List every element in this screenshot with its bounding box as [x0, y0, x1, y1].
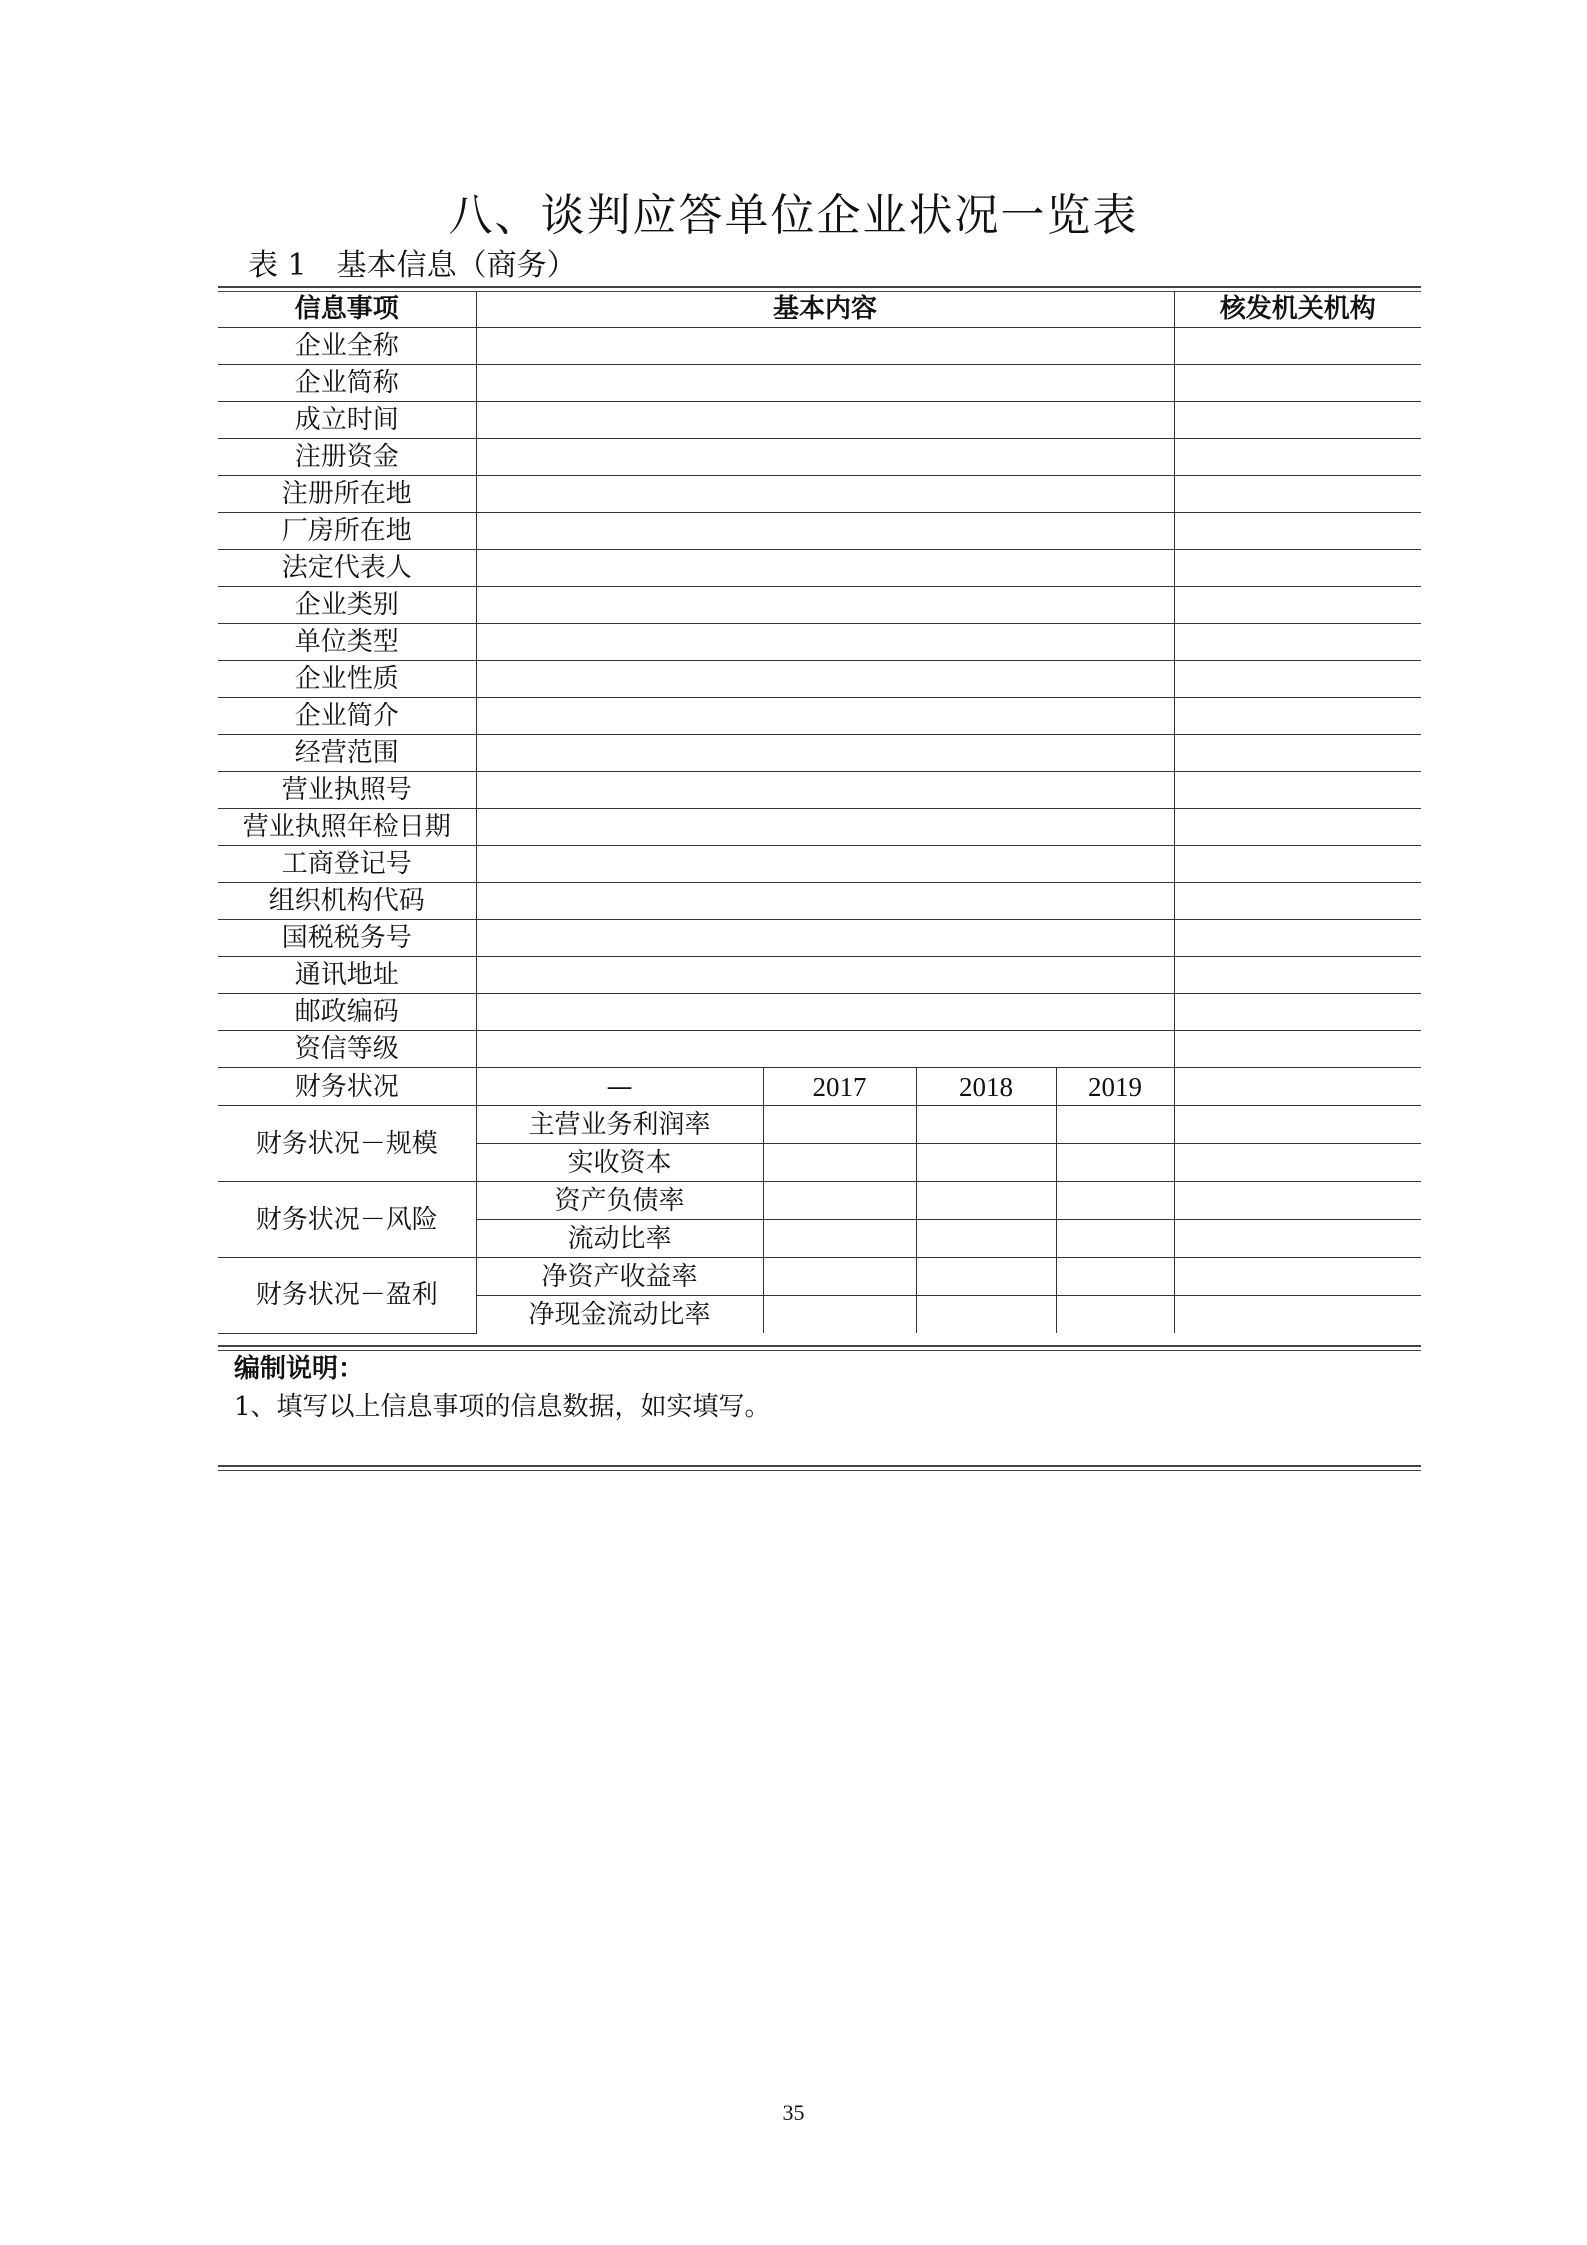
- authority-cell[interactable]: [1174, 1182, 1421, 1220]
- year-2019: 2019: [1056, 1068, 1174, 1106]
- finance-row: [218, 1258, 1421, 1296]
- content-cell[interactable]: [476, 439, 1174, 476]
- table-row: [218, 735, 1421, 772]
- authority-cell[interactable]: [1174, 735, 1421, 772]
- row-label: 国税税务号: [218, 920, 476, 957]
- authority-cell[interactable]: [1174, 772, 1421, 809]
- authority-cell[interactable]: [1174, 1144, 1421, 1182]
- header-basic-content: 基本内容: [476, 291, 1174, 328]
- table-row: [218, 957, 1421, 994]
- finance-value-cell[interactable]: [1056, 1106, 1174, 1144]
- authority-cell[interactable]: [1174, 957, 1421, 994]
- row-label: 法定代表人: [218, 550, 476, 587]
- content-cell[interactable]: [476, 772, 1174, 809]
- finance-item-label: 净现金流动比率: [476, 1296, 763, 1334]
- table-row: [218, 661, 1421, 698]
- authority-cell[interactable]: [1174, 1068, 1421, 1106]
- finance-group-label: 财务状况－规模: [218, 1106, 476, 1182]
- authority-cell[interactable]: [1174, 365, 1421, 402]
- header-info-item: 信息事项: [218, 291, 476, 328]
- authority-cell[interactable]: [1174, 809, 1421, 846]
- finance-value-cell[interactable]: [763, 1296, 916, 1334]
- row-label: 注册资金: [218, 439, 476, 476]
- table-row: [218, 476, 1421, 513]
- notes-bottom-rule: [218, 1465, 1421, 1471]
- content-cell[interactable]: [476, 994, 1174, 1031]
- content-cell[interactable]: [476, 809, 1174, 846]
- row-label: 经营范围: [218, 735, 476, 772]
- authority-cell[interactable]: [1174, 846, 1421, 883]
- finance-value-cell[interactable]: [763, 1144, 916, 1182]
- enterprise-info-table: [218, 291, 1421, 1334]
- table-row: [218, 883, 1421, 920]
- table-row: [218, 513, 1421, 550]
- finance-row: [218, 1182, 1421, 1220]
- page-number: 35: [782, 2100, 805, 2125]
- row-label: 注册所在地: [218, 476, 476, 513]
- finance-value-cell[interactable]: [1056, 1144, 1174, 1182]
- authority-cell[interactable]: [1174, 439, 1421, 476]
- table-row: [218, 365, 1421, 402]
- year-2017: 2017: [763, 1068, 916, 1106]
- authority-cell[interactable]: [1174, 661, 1421, 698]
- finance-value-cell[interactable]: [1056, 1182, 1174, 1220]
- authority-cell[interactable]: [1174, 994, 1421, 1031]
- finance-value-cell[interactable]: [916, 1258, 1056, 1296]
- table-row: [218, 1031, 1421, 1068]
- content-cell[interactable]: [476, 846, 1174, 883]
- row-label: 通讯地址: [218, 957, 476, 994]
- row-label: 工商登记号: [218, 846, 476, 883]
- content-cell[interactable]: [476, 661, 1174, 698]
- authority-cell[interactable]: [1174, 476, 1421, 513]
- finance-item-label: 资产负债率: [476, 1182, 763, 1220]
- content-cell[interactable]: [476, 735, 1174, 772]
- row-label: 组织机构代码: [218, 883, 476, 920]
- row-label: 企业性质: [218, 661, 476, 698]
- table-row: [218, 587, 1421, 624]
- authority-cell[interactable]: [1174, 1106, 1421, 1144]
- authority-cell[interactable]: [1174, 328, 1421, 365]
- finance-header-row: [218, 1068, 1421, 1106]
- content-cell[interactable]: [476, 698, 1174, 735]
- authority-cell[interactable]: [1174, 624, 1421, 661]
- content-cell[interactable]: [476, 587, 1174, 624]
- finance-dash: —: [476, 1068, 763, 1106]
- authority-cell[interactable]: [1174, 698, 1421, 735]
- table-row: [218, 994, 1421, 1031]
- finance-value-cell[interactable]: [763, 1182, 916, 1220]
- finance-label: 财务状况: [218, 1068, 476, 1106]
- finance-value-cell[interactable]: [916, 1296, 1056, 1334]
- authority-cell[interactable]: [1174, 513, 1421, 550]
- table-row: [218, 550, 1421, 587]
- content-cell[interactable]: [476, 624, 1174, 661]
- row-label: 单位类型: [218, 624, 476, 661]
- finance-item-label: 实收资本: [476, 1144, 763, 1182]
- table-row: [218, 698, 1421, 735]
- notes-line: 1、填写以上信息事项的信息数据，如实填写。: [234, 1392, 771, 1422]
- row-label: 企业简介: [218, 698, 476, 735]
- content-cell[interactable]: [476, 883, 1174, 920]
- row-label: 成立时间: [218, 402, 476, 439]
- row-label: 企业全称: [218, 328, 476, 365]
- finance-value-cell[interactable]: [916, 1144, 1056, 1182]
- row-label: 邮政编码: [218, 994, 476, 1031]
- finance-group-label: 财务状况－风险: [218, 1182, 476, 1258]
- finance-value-cell[interactable]: [763, 1106, 916, 1144]
- content-cell[interactable]: [476, 1031, 1174, 1068]
- content-cell[interactable]: [476, 550, 1174, 587]
- authority-cell[interactable]: [1174, 550, 1421, 587]
- content-cell[interactable]: [476, 328, 1174, 365]
- table-row: [218, 920, 1421, 957]
- authority-cell[interactable]: [1174, 1258, 1421, 1296]
- year-2018: 2018: [916, 1068, 1056, 1106]
- row-label: 资信等级: [218, 1031, 476, 1068]
- finance-group-label: 财务状况－盈利: [218, 1258, 476, 1334]
- authority-cell[interactable]: [1174, 883, 1421, 920]
- content-cell[interactable]: [476, 513, 1174, 550]
- authority-cell[interactable]: [1174, 1220, 1421, 1258]
- notes-section: [234, 1350, 771, 1426]
- table-caption: 表 1 基本信息（商务）: [248, 248, 577, 283]
- table-row: [218, 772, 1421, 809]
- table-row: [218, 846, 1421, 883]
- finance-value-cell[interactable]: [916, 1106, 1056, 1144]
- notes-title: 编制说明：: [234, 1354, 365, 1384]
- row-label: 厂房所在地: [218, 513, 476, 550]
- finance-value-cell[interactable]: [1056, 1220, 1174, 1258]
- row-label: 企业简称: [218, 365, 476, 402]
- content-cell[interactable]: [476, 476, 1174, 513]
- row-label: 营业执照号: [218, 772, 476, 809]
- authority-cell[interactable]: [1174, 920, 1421, 957]
- finance-item-label: 流动比率: [476, 1220, 763, 1258]
- table-row: [218, 809, 1421, 846]
- table-header-row: [218, 291, 1421, 328]
- finance-value-cell[interactable]: [1056, 1258, 1174, 1296]
- table-row: [218, 402, 1421, 439]
- row-label: 营业执照年检日期: [218, 809, 476, 846]
- content-cell[interactable]: [476, 402, 1174, 439]
- page-title: 八、谈判应答单位企业状况一览表: [448, 190, 1139, 241]
- finance-value-cell[interactable]: [916, 1220, 1056, 1258]
- finance-value-cell[interactable]: [1056, 1296, 1174, 1334]
- authority-cell[interactable]: [1174, 1031, 1421, 1068]
- finance-value-cell[interactable]: [916, 1182, 1056, 1220]
- row-label: 企业类别: [218, 587, 476, 624]
- authority-cell[interactable]: [1174, 587, 1421, 624]
- finance-row: [218, 1106, 1421, 1144]
- table-row: [218, 328, 1421, 365]
- table-row: [218, 624, 1421, 661]
- finance-item-label: 主营业务利润率: [476, 1106, 763, 1144]
- table-row: [218, 439, 1421, 476]
- authority-cell[interactable]: [1174, 1296, 1421, 1334]
- finance-value-cell[interactable]: [763, 1258, 916, 1296]
- content-cell[interactable]: [476, 957, 1174, 994]
- authority-cell[interactable]: [1174, 402, 1421, 439]
- content-cell[interactable]: [476, 920, 1174, 957]
- finance-item-label: 净资产收益率: [476, 1258, 763, 1296]
- content-cell[interactable]: [476, 365, 1174, 402]
- finance-value-cell[interactable]: [763, 1220, 916, 1258]
- header-issuing-authority: 核发机关机构: [1174, 291, 1421, 328]
